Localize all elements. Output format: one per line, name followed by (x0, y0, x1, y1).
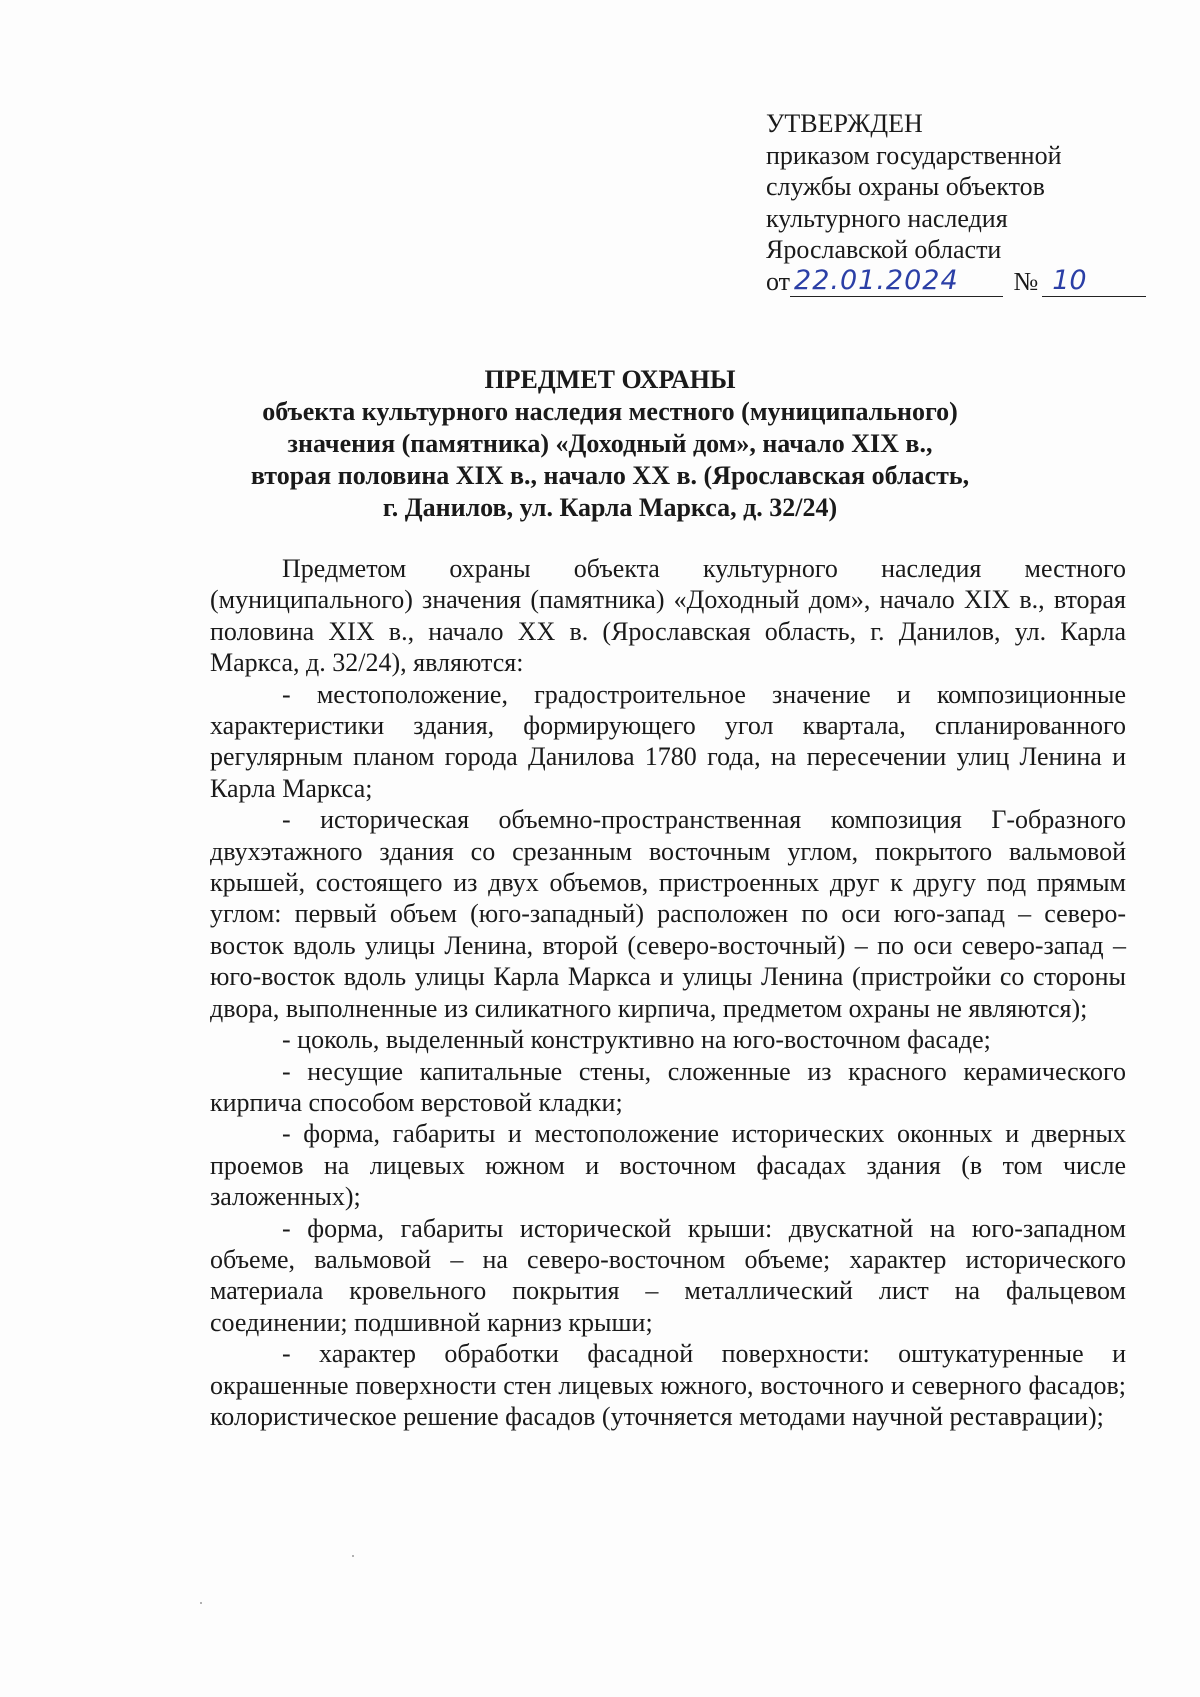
number-sign: № (1013, 266, 1039, 296)
document-body (210, 553, 1126, 1432)
handwritten-date: 22.01.2024 (790, 266, 1003, 297)
title-line: объекта культурного наследия местного (муниципального) (262, 397, 958, 426)
approval-line: культурного наследия (766, 203, 1008, 233)
list-item: - форма, габариты исторической крыши: двускатной на юго-западном объеме, вальмовой – на северо-восточном объеме; характер исторического материала кровельного покрытия – металлический лист на фальцевом соединении; подшивной карниз крыши; (210, 1213, 1126, 1337)
approval-date-row (766, 266, 1146, 298)
approval-block (766, 108, 1146, 297)
list-item: - характер обработки фасадной поверхности: оштукатуренные и окрашенные поверхности стен лицевых южного, восточного и северного фасадов; колористическое решение фасадов (уточняется методами научной реставрации); (210, 1339, 1126, 1431)
approval-heading: УТВЕРЖДЕН (766, 109, 923, 138)
document-title (150, 364, 1070, 524)
approval-line: приказом государственной (766, 140, 1062, 170)
list-item: - цоколь, выделенный конструктивно на юго-восточном фасаде; (282, 1025, 991, 1055)
title-line: г. Данилов, ул. Карла Маркса, д. 32/24) (382, 493, 838, 522)
title-line: значения (памятника) «Доходный дом», начало XIX в., (287, 429, 933, 458)
date-prefix: от (766, 266, 791, 296)
title-heading: ПРЕДМЕТ ОХРАНЫ (484, 365, 736, 394)
scan-speck (200, 1602, 202, 1604)
approval-line: службы охраны объектов (766, 172, 1045, 201)
scan-speck (352, 1555, 354, 1557)
list-item: - местоположение, градостроительное значение и композиционные характеристики здания, формирующего угол квартала, спланированного регулярным планом города Данилова 1780 года, на пересечении улиц Ленина и Карла Маркса; (210, 679, 1126, 803)
list-item: - историческая объемно-пространственная композиция Г-образного двухэтажного здания со срезанным восточным углом, покрытого вальмовой крышей, состоящего из двух объемов, пристроенных друг к другу под прямым углом: первый объем (юго-западный) расположен по оси юго-запад – северо-восток вдоль улицы Ленина, второй (северо-восточный) – по оси северо-запад – юго-восток вдоль улицы Карла Маркса и улицы Ленина (пристройки со стороны двора, выполненные из силикатного кирпича, предметом охраны не являются); (210, 805, 1126, 1023)
list-item: - форма, габариты и местоположение исторических оконных и дверных проемов на лицевых южном и восточном фасадах здания (в том числе заложенных); (210, 1119, 1126, 1212)
title-line: вторая половина XIX в., начало XX в. (Ярославская область, (250, 461, 970, 490)
list-item: - несущие капитальные стены, сложенные из красного керамического кирпича способом верстовой кладки; (210, 1056, 1126, 1117)
intro-paragraph: Предметом охраны объекта культурного наследия местного (муниципального) значения (памятника) «Доходный дом», начало XIX в., вторая половина XIX в., начало XX в. (Ярославская область, г. Данилов, ул. Карла Маркса, д. 32/24), являются: (210, 554, 1126, 678)
approval-line: Ярославской области (766, 235, 1002, 264)
handwritten-number: 10 (1042, 266, 1146, 297)
